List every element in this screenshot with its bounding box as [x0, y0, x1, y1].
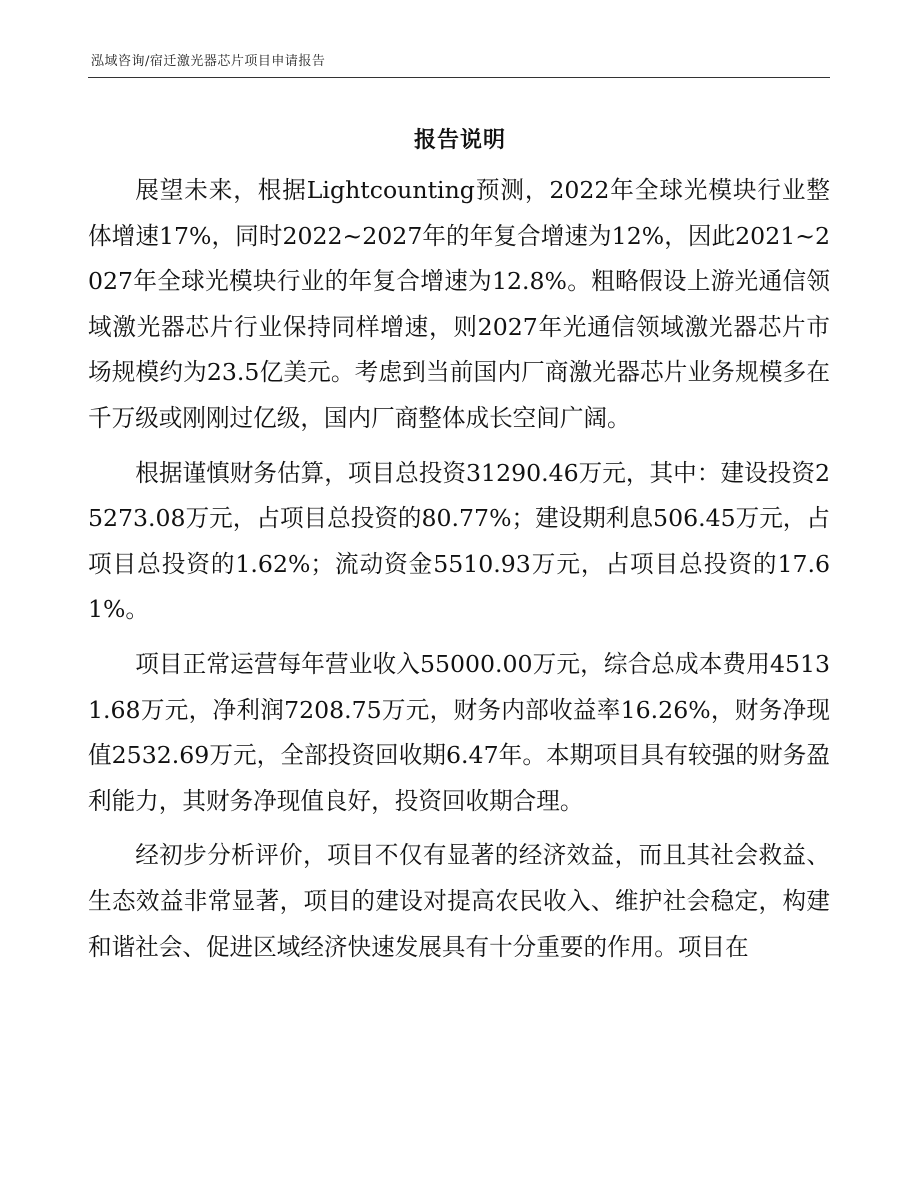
- paragraph-financial-returns: 项目正常运营每年营业收入55000.00万元，综合总成本费用45131.68万元，净利润7208.75万元，财务内部收益率16.26%，财务净现值2532.69万元，全部投资回收期6.47年。本期项目具有较强的财务盈利能力，其财务净现值良好，投资回收期合理。: [88, 649, 830, 815]
- paragraph-investment: 根据谨慎财务估算，项目总投资31290.46万元，其中：建设投资25273.08万元，占项目总投资的80.77%；建设期利息506.45万元，占项目总投资的1.62%；流动资金5510.93万元，占项目总投资的17.61%。: [88, 458, 830, 624]
- paragraph-evaluation: 经初步分析评价，项目不仅有显著的经济效益，而且其社会救益、生态效益非常显著，项目的建设对提高农民收入、维护社会稳定，构建和谐社会、促进区域经济快速发展具有十分重要的作用。项目在: [88, 841, 830, 961]
- page-header-breadcrumb: 泓域咨询/宿迁激光器芯片项目申请报告: [91, 54, 326, 69]
- header-divider: [88, 77, 830, 78]
- document-body: [88, 168, 830, 970]
- document-title: 报告说明: [413, 127, 506, 153]
- paragraph-market-outlook: 展望未来，根据Lightcounting预测，2022年全球光模块行业整体增速17%，同时2022~2027年的年复合增速为12%，因此2021~2027年全球光模块行业的年复合增速为12.8%。粗略假设上游光通信领域激光器芯片行业保持同样增速，则2027年光通信领域激光器芯片市场规模约为23.5亿美元。考虑到当前国内厂商激光器芯片业务规模多在千万级或刚刚过亿级，国内厂商整体成长空间广阔。: [88, 176, 830, 432]
